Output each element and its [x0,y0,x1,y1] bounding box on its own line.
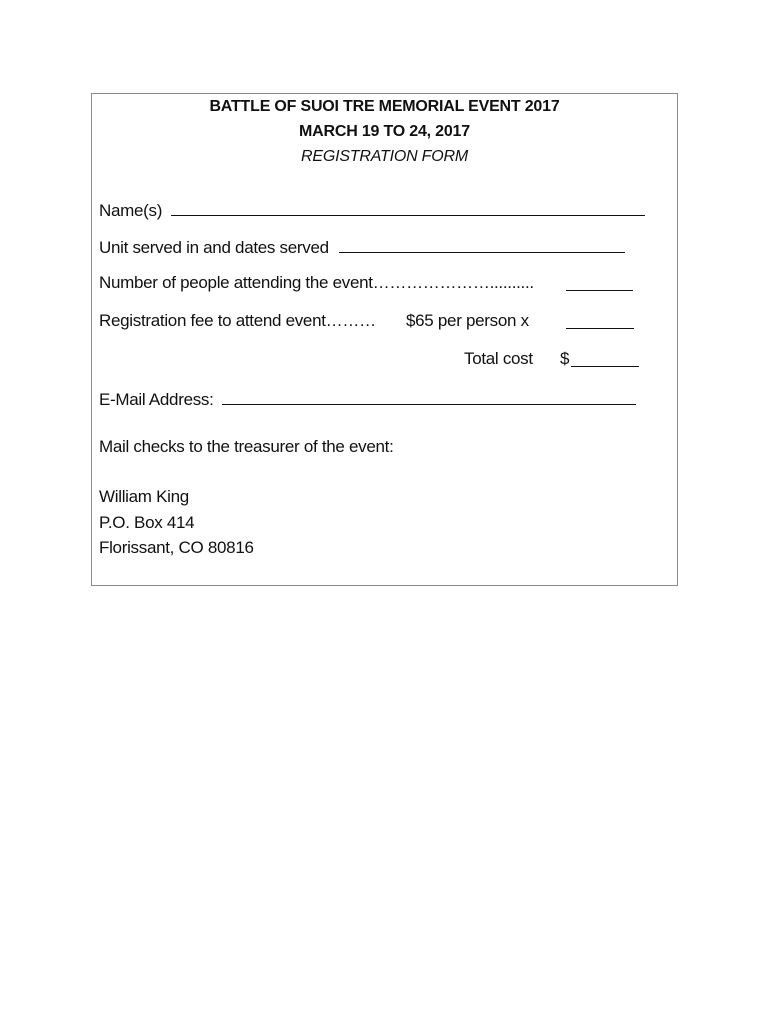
treasurer-city: Florissant, CO 80816 [99,538,254,557]
fee-row [99,311,376,331]
total-label: Total cost [464,349,533,368]
fee-amount: $65 per person x [406,311,529,330]
form-subtitle: REGISTRATION FORM [301,148,468,165]
unit-label: Unit served in and dates served [99,238,329,257]
people-blank[interactable] [566,273,633,291]
total-currency: $ [560,349,570,368]
fee-count-blank[interactable] [566,311,634,329]
email-label: E-Mail Address: [99,390,214,409]
event-title: BATTLE OF SUOI TRE MEMORIAL EVENT 2017 [209,98,560,115]
email-row [99,387,636,410]
treasurer-po-box: P.O. Box 414 [99,513,195,532]
people-row [99,273,534,293]
names-blank[interactable] [171,198,645,216]
treasurer-name: William King [99,487,189,506]
mail-instruction: Mail checks to the treasurer of the event: [99,437,394,456]
people-label: Number of people attending the event………………….......... [99,273,534,292]
names-label: Name(s) [99,201,163,220]
names-row [99,198,645,221]
unit-blank[interactable] [339,235,625,253]
event-dates: MARCH 19 TO 24, 2017 [299,123,470,140]
unit-row [99,235,625,258]
fee-label: Registration fee to attend event……… [99,311,376,330]
email-blank[interactable] [222,387,636,405]
registration-form [91,93,678,586]
total-blank[interactable] [571,349,639,367]
